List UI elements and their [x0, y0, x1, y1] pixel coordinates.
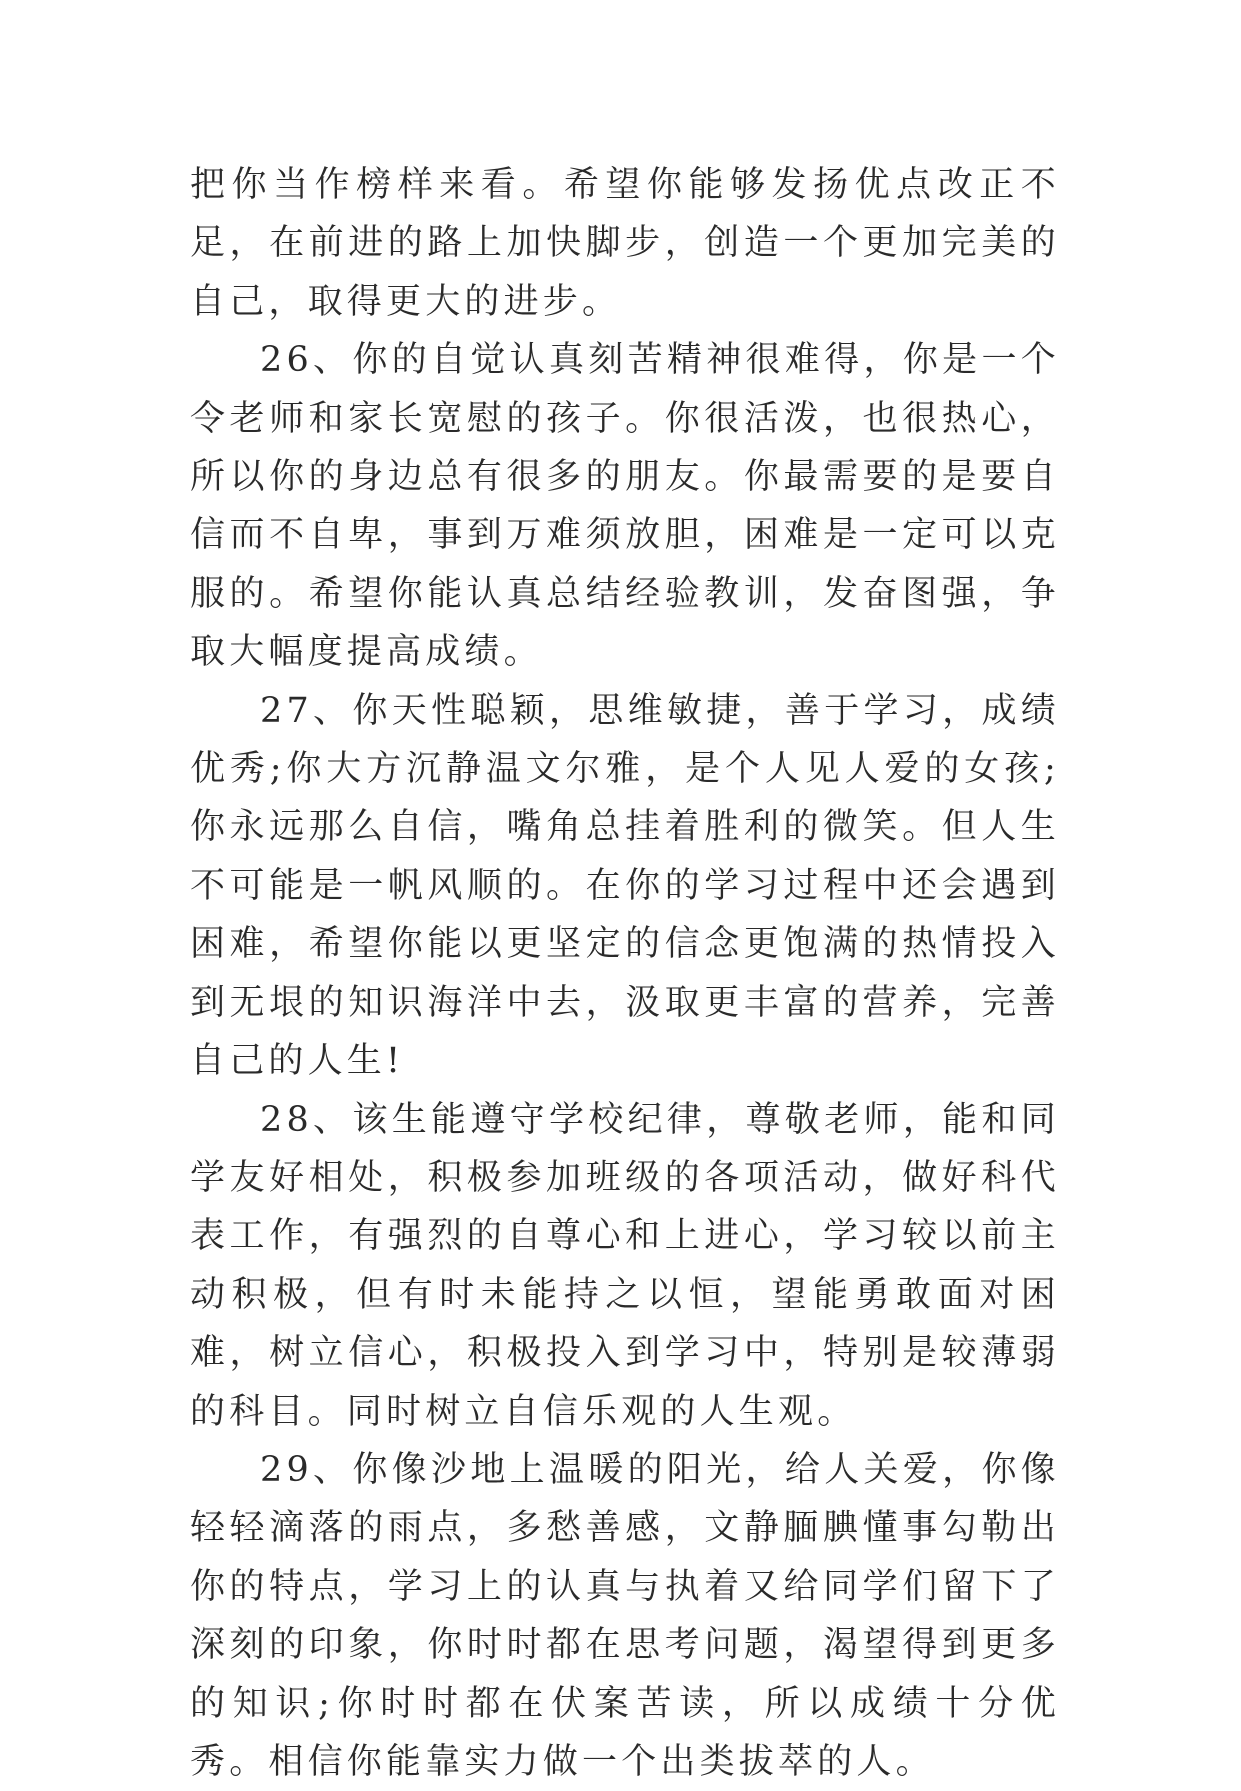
paragraph-comment-27: 27、你天性聪颖，思维敏捷，善于学习，成绩优秀;你大方沉静温文尔雅，是个人见人爱的女孩;你永远那么自信，嘴角总挂着胜利的微笑。但人生不可能是一帆风顺的。在你的学习过程中还会遇到困难，希望你能以更坚定的信念更饱满的热情投入到无垠的知识海洋中去，汲取更丰富的营养，完善自己的人生!	[190, 690, 1060, 1082]
paragraph-comment-26: 26、你的自觉认真刻苦精神很难得，你是一个令老师和家长宽慰的孩子。你很活泼，也很热心，所以你的身边总有很多的朋友。你最需要的是要自信而不自卑，事到万难须放胆，困难是一定可以克服的。希望你能认真总结经验教训，发奋图强，争取大幅度提高成绩。	[190, 340, 1060, 673]
document-body	[190, 156, 1060, 1791]
paragraph-continuation: 把你当作榜样来看。希望你能够发扬优点改正不足，在前进的路上加快脚步，创造一个更加完美的自己，取得更大的进步。	[190, 165, 1060, 322]
paragraph-comment-29: 29、你像沙地上温暖的阳光，给人关爱，你像轻轻滴落的雨点，多愁善感，文静腼腆懂事勾勒出你的特点，学习上的认真与执着又给同学们留下了深刻的印象，你时时都在思考问题，渴望得到更多的知识;你时时都在伏案苦读，所以成绩十分优秀。相信你能靠实力做一个出类拔萃的人。	[190, 1449, 1060, 1782]
paragraph-comment-28: 28、该生能遵守学校纪律，尊敬老师，能和同学友好相处，积极参加班级的各项活动，做好科代表工作，有强烈的自尊心和上进心，学习较以前主动积极，但有时未能持之以恒，望能勇敢面对困难，树立信心，积极投入到学习中，特别是较薄弱的科目。同时树立自信乐观的人生观。	[190, 1099, 1060, 1432]
